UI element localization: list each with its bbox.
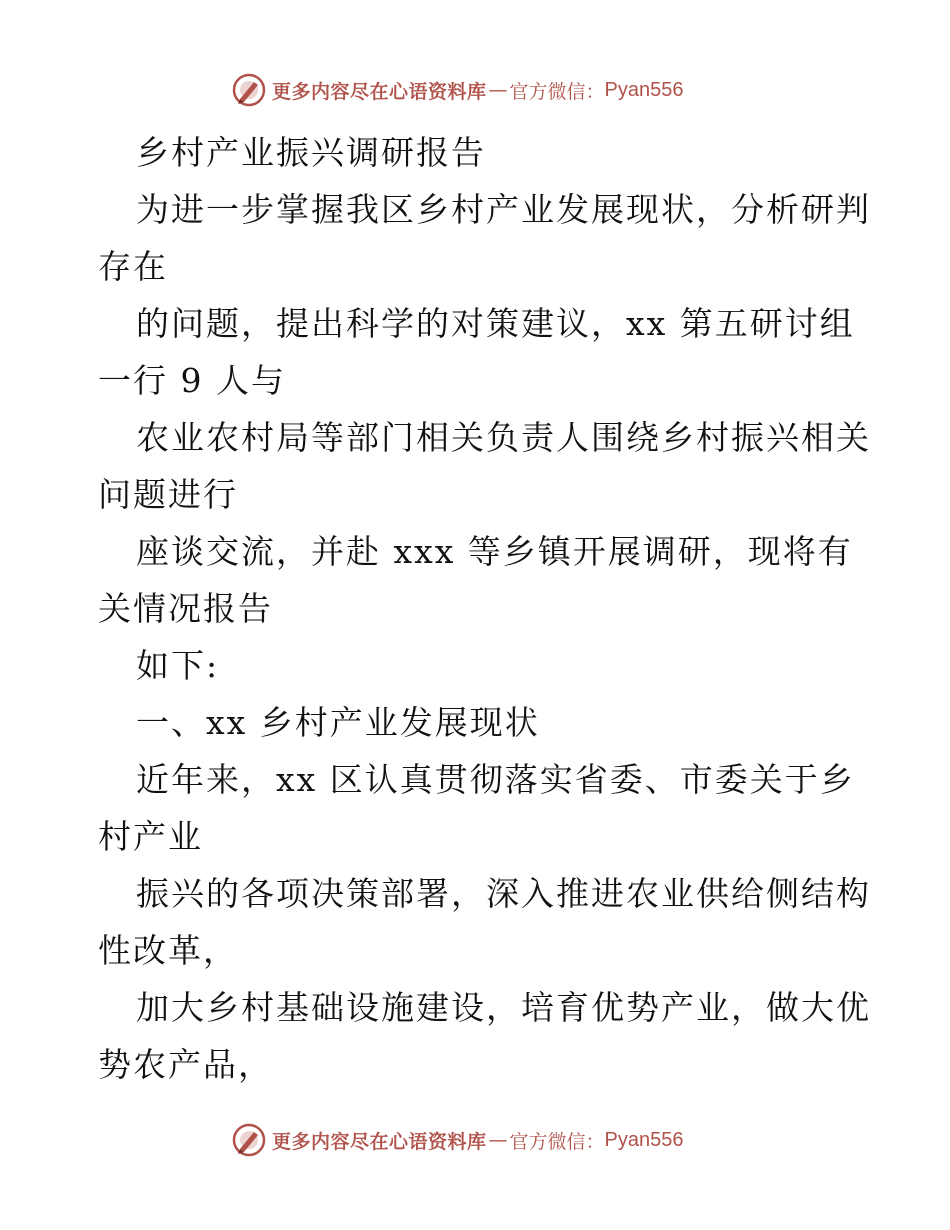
document-line: 关情况报告	[98, 589, 273, 628]
document-line: 座谈交流，并赴 xxx 等乡镇开展调研，现将有	[136, 532, 853, 571]
banner-separator: —	[488, 79, 508, 101]
pen-logo-icon	[232, 73, 266, 107]
document-line: 近年来，xx 区认真贯彻落实省委、市委关于乡	[136, 760, 855, 799]
header-banner	[232, 70, 684, 110]
document-line: 为进一步掌握我区乡村产业发展现状，分析研判	[136, 190, 871, 229]
banner-sub-text: 官方微信：	[509, 1130, 605, 1153]
banner-wechat-id: Pyan556	[604, 1128, 684, 1151]
footer-banner	[232, 1120, 684, 1160]
document-line: 农业农村局等部门相关负责人围绕乡村振兴相关	[136, 418, 871, 457]
document-body	[98, 124, 871, 1093]
document-line: 村产业	[98, 817, 203, 856]
document-line: 一、xx 乡村产业发展现状	[136, 703, 540, 742]
document-line: 存在	[98, 247, 168, 286]
document-line: 势农产品，	[98, 1045, 273, 1084]
banner-main-text: 更多内容尽在心语资料库	[272, 1130, 487, 1153]
document-line: 一行 9 人与	[98, 361, 286, 400]
document-line: 加大乡村基础设施建设，培育优势产业，做大优	[136, 988, 871, 1027]
banner-separator: —	[488, 1129, 508, 1151]
document-line: 乡村产业振兴调研报告	[136, 133, 486, 172]
banner-wechat-id: Pyan556	[604, 78, 684, 101]
banner-sub-text: 官方微信：	[509, 80, 605, 103]
document-line: 问题进行	[98, 475, 238, 514]
document-line: 性改革，	[98, 931, 238, 970]
document-line: 如下:	[136, 646, 220, 685]
document-line: 振兴的各项决策部署，深入推进农业供给侧结构	[136, 874, 871, 913]
pen-logo-icon	[232, 1123, 266, 1157]
banner-main-text: 更多内容尽在心语资料库	[272, 80, 487, 103]
document-line: 的问题，提出科学的对策建议，xx 第五研讨组	[136, 304, 855, 343]
